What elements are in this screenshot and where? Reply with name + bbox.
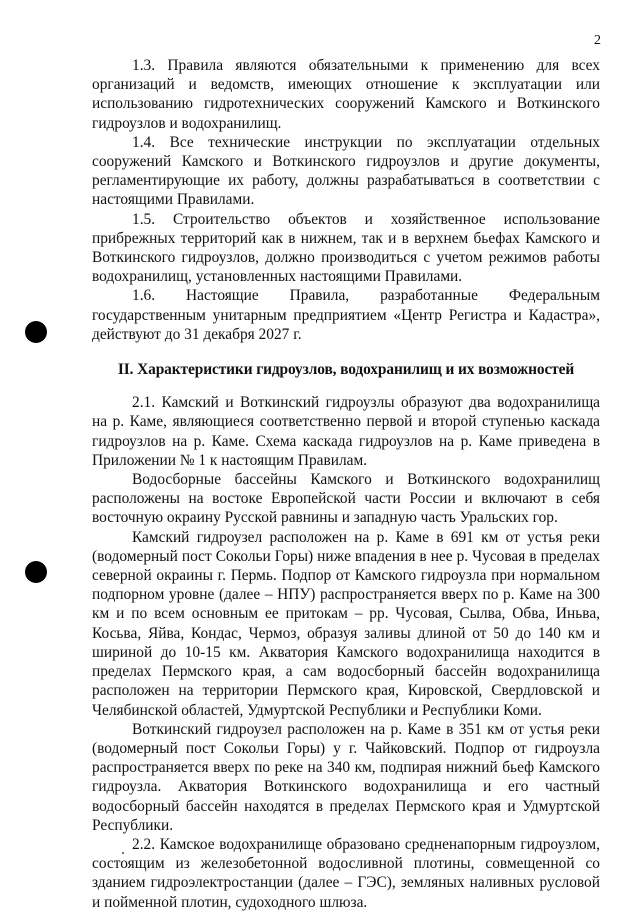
punch-hole-bottom [25, 561, 47, 583]
paragraph-catchment: Водосборные бассейны Камского и Воткинского водохранилищ расположены на востоке Европейской части России и включают в себя восточную окраину Русской равнины и западную часть Уральских гор. [92, 471, 600, 527]
paragraph-1-3: 1.3. Правила являются обязательными к применению для всех организаций и ведомств, имеющих отношение к эксплуатации или использованию гидротехнических сооружений Камского и Воткинского гидроузлов и водохранилищ. [92, 57, 600, 132]
page-number: 2 [594, 33, 601, 48]
punch-hole-top [25, 321, 47, 343]
paragraph-votkinsk-hydro: Воткинский гидроузел расположен на р. Каме в 351 км от устья реки (водомерный пост Сокольи Горы) у г. Чайковский. Подпор от гидроузла распространяется вверх по реке на 340 км, подпирая нижний бьеф Камского гидроузла. Акватория Воткинского водохранилища и его частный водосборный бассейн находятся в пределах Пермского края и Удмуртской Республики. [92, 720, 600, 834]
paragraph-2-1: 2.1. Камский и Воткинский гидроузлы образуют два водохранилища на р. Каме, являющиеся соответственно первой и второй ступенью каскада гидроузлов на р. Каме. Схема каскада гидроузлов на р. Каме приведена в Приложении № 1 к настоящим Правилам. [92, 394, 600, 469]
paragraph-1-5: 1.5. Строительство объектов и хозяйственное использование прибрежных территорий как в нижнем, так и в верхнем бьефах Камского и Воткинского гидроузлов, должно производиться с учетом режимов работы водохранилищ, установленных настоящими Правилами. [92, 210, 600, 286]
paragraph-1-4: 1.4. Все технические инструкции по эксплуатации отдельных сооружений Камского и Воткинского гидроузлов и другие документы, регламентирующие их работу, должны разрабатываться в соответствии с настоящими Правилами. [92, 133, 600, 209]
paragraph-1-6: 1.6. Настоящие Правила, разработанные Федеральным государственным унитарным предприятием «Центр Регистра и Кадастра», действуют до 31 декабря 2027 г. [92, 287, 600, 343]
section-heading: II. Характеристики гидроузлов, водохранилищ и их возможностей [117, 361, 575, 379]
document-body [92, 56, 600, 912]
paragraph-kama-hydro: Камский гидроузел расположен на р. Каме в 691 км от устья реки (водомерный пост Сокольи Горы) ниже впадения в нее р. Чусовая в пределах северной окраины г. Пермь. Подпор от Камского гидроузла при нормальном подпорном уровне (далее – НПУ) распространяется вверх по р. Каме на 300 км и по всем основным ее притокам – рр. Чусовая, Сылва, Обва, Иньва, Косьва, Яйва, Кондас, Чермоз, образуя заливы длиной от 50 до 140 км и шириной до 10-15 км. Акватория Камского водохранилища находится в пределах Пермского края, а сам водосборный бассейн водохранилища расположен на территории Пермского края, Кировской, Свердловской и Челябинской областей, Удмуртской Республики и Республики Коми. [92, 528, 600, 719]
paragraph-2-2: 2.2. Камское водохранилище образовано средненапорным гидроузлом, состоящим из железобетонной водосливной плотины, совмещенной со зданием гидроэлектростанции (далее – ГЭС), земляных наливных русловой и пойменной плотин, судоходного шлюза. [92, 835, 600, 911]
scan-speck [122, 852, 124, 854]
